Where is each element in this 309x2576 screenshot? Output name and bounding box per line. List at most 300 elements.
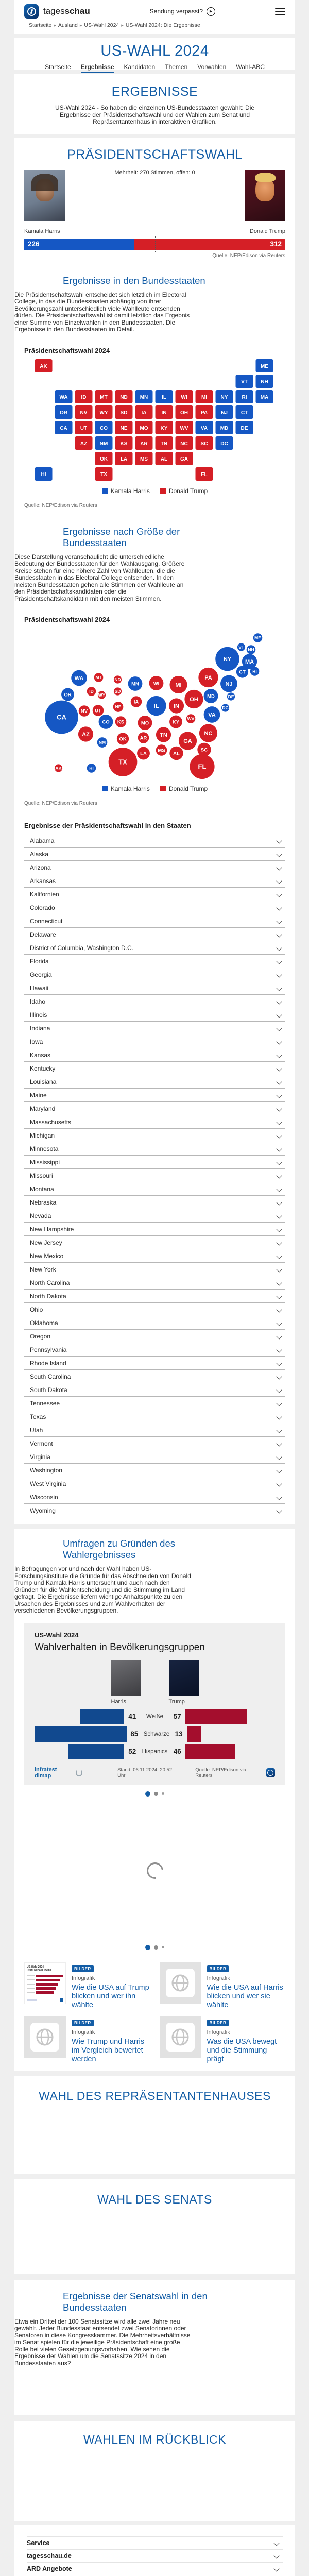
chevron-down-icon (276, 972, 282, 977)
state-row-NY[interactable] (24, 1263, 285, 1276)
svg-text:PA: PA (204, 675, 212, 681)
tab-themen[interactable]: Themen (165, 63, 187, 73)
state-bubble-IL[interactable] (146, 696, 166, 716)
svg-text:NV: NV (80, 410, 88, 416)
rueckblick-section (14, 2421, 295, 2521)
state-name: Kentucky (24, 1065, 55, 1072)
state-bubble-WA[interactable] (71, 670, 87, 686)
state-name: Texas (24, 1413, 46, 1420)
state-tile-NV[interactable] (75, 405, 93, 419)
state-bubble-LA[interactable] (137, 747, 150, 760)
svg-text:WY: WY (99, 410, 108, 416)
sendung-verpasst-link[interactable]: Sendung verpasst? ▶ (90, 7, 275, 16)
svg-text:NV: NV (81, 708, 88, 714)
state-row-AK[interactable] (24, 848, 285, 861)
state-tile-ID[interactable] (75, 390, 93, 403)
chevron-down-icon (273, 2540, 279, 2546)
breadcrumb (14, 20, 295, 32)
state-bubble-ND[interactable] (114, 675, 122, 683)
state-tile-UT[interactable] (75, 421, 93, 434)
breadcrumb-separator-icon: ▸ (121, 23, 124, 28)
state-row-WV[interactable] (24, 1477, 285, 1490)
chevron-down-icon (276, 851, 282, 857)
state-row-CA[interactable] (24, 888, 285, 901)
chevron-down-icon (276, 1400, 282, 1406)
svg-text:NM: NM (99, 740, 106, 745)
state-tile-LA[interactable] (115, 452, 133, 465)
trump-thumb-label: Trump (169, 1699, 199, 1705)
svg-text:AZ: AZ (80, 441, 87, 447)
state-tile-HI[interactable] (35, 467, 53, 481)
chevron-down-icon (276, 1079, 282, 1084)
tab-ergebnisse[interactable]: Ergebnisse (81, 63, 114, 73)
chevron-down-icon (276, 1507, 282, 1513)
state-bubble-DE[interactable] (227, 692, 235, 700)
state-name: Oregon (24, 1333, 50, 1340)
state-row-OR[interactable] (24, 1330, 285, 1343)
state-row-IN[interactable] (24, 1022, 285, 1035)
state-tile-WY[interactable] (95, 405, 113, 419)
state-row-AL[interactable] (24, 834, 285, 848)
chevron-down-icon (276, 931, 282, 937)
state-bubble-OK[interactable] (117, 733, 129, 744)
svg-text:PA: PA (201, 410, 208, 416)
senatswahl-text: Etwa ein Drittel der 100 Senatssitze wird alle zwei Jahre neu gewählt. Jeder Bundesstaat entsendet zwei Senatorinnen oder Senatoren in diese Kongresskammer. Die Mehrheitsverhältnisse im Senat spielen für die jeweilige Präsidentschaft eine große Rolle bei vielen Gesetzgebungsvorhaben. Wie sehen die Ergebnisse der Wahlen um die Senatssitze 2024 in den Bundesstaaten aus? (14, 2318, 192, 2367)
svg-text:DE: DE (228, 694, 234, 699)
state-tile-NM[interactable] (95, 436, 113, 450)
state-name: Pennsylvania (24, 1346, 66, 1353)
group-label: Weiße (140, 1714, 169, 1720)
svg-text:ME: ME (261, 364, 268, 369)
state-row-GA[interactable] (24, 968, 285, 981)
state-tile-NC[interactable] (176, 436, 193, 450)
dot[interactable] (154, 1792, 158, 1796)
state-name: Wisconsin (24, 1494, 58, 1501)
state-bubble-IN[interactable] (169, 698, 184, 713)
state-tile-OR[interactable] (55, 405, 73, 419)
chevron-down-icon (276, 865, 282, 870)
state-bubble-NC[interactable] (199, 724, 217, 742)
ergebnisse-intro-text: US-Wahl 2024 - So haben die einzelnen US-Bundesstaaten gewählt: Die Ergebnisse der Präsidentschaftswahl und der Wahlen zum Senat und Repräsentantenhaus in interaktiven Grafiken. (44, 105, 266, 126)
state-row-SD[interactable] (24, 1383, 285, 1397)
state-row-IA[interactable] (24, 1035, 285, 1048)
state-tile-ME[interactable] (256, 359, 273, 372)
state-row-KY[interactable] (24, 1062, 285, 1075)
state-tile-NJ[interactable] (216, 405, 233, 419)
state-bubble-NE[interactable] (113, 702, 124, 712)
state-bubble-RI[interactable] (250, 667, 260, 676)
page-title: US-WAHL 2024 (14, 43, 295, 60)
kamala-harris-photo (24, 170, 65, 221)
chart-source: Quelle: NEP/Edison via Reuters (195, 1767, 262, 1778)
state-row-MI[interactable] (24, 1129, 285, 1142)
state-row-PA[interactable] (24, 1343, 285, 1357)
state-bubble-DC[interactable] (221, 704, 229, 711)
chevron-down-icon (276, 878, 282, 884)
state-tile-TN[interactable] (156, 436, 173, 450)
footer-section-ardangebote[interactable] (27, 2563, 283, 2575)
chart-row-weiße (35, 1709, 275, 1724)
tab-wahl-abc[interactable]: Wahl-ABC (236, 63, 265, 73)
state-name: Kansas (24, 1052, 50, 1059)
state-bubble-HI[interactable] (87, 764, 96, 773)
source-note: Quelle: NEP/Edison via Reuters (14, 253, 285, 259)
state-name: Washington (24, 1467, 62, 1474)
state-row-VA[interactable] (24, 1450, 285, 1464)
senatswahl-heading: Ergebnisse der Senatswahl in den Bundesstaaten (63, 2291, 241, 2313)
state-name: North Dakota (24, 1293, 66, 1300)
state-tile-SD[interactable] (115, 405, 133, 419)
state-name: Massachusetts (24, 1118, 71, 1126)
svg-text:VT: VT (238, 645, 245, 650)
breadcrumb-item[interactable]: US-Wahl 2024: Die Ergebnisse (126, 22, 200, 28)
svg-text:TN: TN (161, 441, 167, 447)
state-tile-AZ[interactable] (75, 436, 93, 450)
state-name: Michigan (24, 1132, 55, 1139)
state-row-NM[interactable] (24, 1249, 285, 1263)
state-row-MS[interactable] (24, 1156, 285, 1169)
state-tile-TX[interactable] (95, 467, 113, 481)
state-name: Florida (24, 958, 49, 965)
svg-text:OK: OK (119, 736, 126, 742)
state-name: Nevada (24, 1212, 51, 1219)
state-tile-AK[interactable] (35, 359, 53, 372)
state-bubble-MI[interactable] (169, 676, 187, 693)
teaser-card[interactable] (160, 2016, 286, 2064)
svg-text:ND: ND (114, 677, 121, 682)
state-tile-AR[interactable] (135, 436, 153, 450)
state-tile-NY[interactable] (216, 390, 233, 403)
state-row-ME[interactable] (24, 1089, 285, 1102)
state-row-TN[interactable] (24, 1397, 285, 1410)
state-name: Alabama (24, 837, 54, 844)
harris-thumb-photo (111, 1660, 141, 1696)
svg-text:ID: ID (89, 689, 94, 694)
bilder-badge: BILDER (207, 2020, 229, 2026)
state-name: North Carolina (24, 1279, 70, 1286)
teaser-kicker: Infografik (72, 2029, 150, 2036)
state-tile-IA[interactable] (135, 405, 153, 419)
breadcrumb-item[interactable]: US-Wahl 2024 (84, 22, 119, 28)
state-tile-MI[interactable] (196, 390, 213, 403)
state-row-DC[interactable] (24, 941, 285, 955)
state-bubble-MS[interactable] (156, 744, 167, 756)
ard-globe-icon (166, 1969, 195, 1997)
state-bubble-AZ[interactable] (78, 726, 93, 741)
state-row-AZ[interactable] (24, 861, 285, 874)
state-tile-VT[interactable] (236, 375, 253, 388)
state-tile-CO[interactable] (95, 421, 113, 434)
footer-section-label: ARD Angebote (27, 2565, 72, 2572)
state-bubble-SD[interactable] (114, 687, 122, 695)
footer-section-tagesschaude[interactable] (27, 2550, 283, 2563)
state-row-OK[interactable] (24, 1316, 285, 1330)
chevron-down-icon (276, 1025, 282, 1031)
footer-section-label: Service (27, 2539, 49, 2547)
state-tile-AL[interactable] (156, 452, 173, 465)
state-row-IL[interactable] (24, 1008, 285, 1022)
state-bubble-VT[interactable] (237, 643, 245, 651)
svg-text:NJ: NJ (221, 410, 228, 416)
teaser-title[interactable]: Was die USA bewegt und die Stimmung prägt (207, 2038, 286, 2064)
state-tile-VA[interactable] (196, 421, 213, 434)
chevron-down-icon (276, 1387, 282, 1393)
teaser-card[interactable] (24, 2016, 150, 2064)
state-row-CO[interactable] (24, 901, 285, 914)
state-bubble-MT[interactable] (94, 673, 104, 682)
state-row-MO[interactable] (24, 1169, 285, 1182)
state-row-NE[interactable] (24, 1196, 285, 1209)
state-tile-SC[interactable] (196, 436, 213, 450)
chart-brand: US-Wahl 2024 (35, 1631, 275, 1639)
state-bubble-TN[interactable] (156, 727, 171, 742)
svg-text:WA: WA (59, 395, 67, 400)
state-row-OH[interactable] (24, 1303, 285, 1316)
state-bubble-UT[interactable] (93, 705, 104, 716)
state-bubble-AR[interactable] (138, 732, 149, 743)
group-label: Schwarze (142, 1731, 170, 1737)
senat-section (14, 2179, 295, 2274)
svg-text:MS: MS (158, 748, 165, 753)
chevron-down-icon (276, 1173, 282, 1178)
state-name: Nebraska (24, 1199, 56, 1206)
tagesschau-wordmark[interactable]: tagesschau (43, 6, 90, 16)
state-bubble-ID[interactable] (87, 687, 96, 696)
chevron-down-icon (276, 985, 282, 991)
state-row-WA[interactable] (24, 1464, 285, 1477)
teaser-thumbnail-placeholder (24, 2016, 66, 2058)
harris-name: Kamala Harris (24, 228, 60, 234)
state-tile-MD[interactable] (216, 421, 233, 434)
ard-globe-icon (30, 2023, 59, 2052)
dot-active[interactable] (145, 1791, 150, 1797)
state-name: South Dakota (24, 1386, 67, 1394)
state-bubble-CO[interactable] (99, 715, 113, 729)
hamburger-menu-icon[interactable] (275, 8, 285, 15)
state-row-RI[interactable] (24, 1357, 285, 1370)
svg-text:UT: UT (95, 708, 101, 714)
state-name: Illinois (24, 1011, 47, 1019)
tab-kandidaten[interactable]: Kandidaten (124, 63, 156, 73)
state-tile-MO[interactable] (135, 421, 153, 434)
state-row-VT[interactable] (24, 1437, 285, 1450)
svg-text:AL: AL (161, 456, 167, 462)
state-name: Minnesota (24, 1145, 58, 1153)
state-bubble-AL[interactable] (169, 747, 183, 760)
state-bubble-OR[interactable] (61, 688, 74, 701)
svg-text:FL: FL (201, 472, 207, 478)
harris-thumb-label: Harris (111, 1699, 141, 1705)
tagesschau-logo-icon[interactable] (24, 4, 39, 19)
svg-text:OR: OR (64, 692, 71, 698)
svg-text:CA: CA (60, 426, 67, 431)
state-tile-MS[interactable] (135, 452, 153, 465)
state-row-MT[interactable] (24, 1182, 285, 1196)
state-name: New Mexico (24, 1252, 63, 1260)
trump-bar (185, 1709, 247, 1724)
state-bubble-CT[interactable] (236, 666, 248, 677)
state-row-TX[interactable] (24, 1410, 285, 1423)
state-row-AR[interactable] (24, 874, 285, 888)
breadcrumb-item[interactable]: Startseite (29, 22, 52, 28)
state-bubble-IA[interactable] (131, 696, 142, 707)
state-bubble-WI[interactable] (149, 676, 164, 690)
footer-section-service[interactable] (27, 2537, 283, 2550)
state-tile-OH[interactable] (176, 405, 193, 419)
state-bubble-CA[interactable] (45, 701, 78, 734)
svg-text:ME: ME (254, 635, 261, 640)
tab-startseite[interactable]: Startseite (45, 63, 71, 73)
state-row-UT[interactable] (24, 1423, 285, 1437)
state-tile-OK[interactable] (95, 452, 113, 465)
state-tile-GA[interactable] (176, 452, 193, 465)
state-row-ID[interactable] (24, 995, 285, 1008)
state-bubble-ME[interactable] (253, 633, 263, 642)
state-bubble-NY[interactable] (215, 647, 239, 671)
harris-bar (80, 1709, 124, 1724)
chevron-down-icon (276, 1333, 282, 1339)
state-row-FL[interactable] (24, 955, 285, 968)
svg-text:VA: VA (201, 426, 208, 431)
carousel-dots[interactable] (14, 1791, 295, 1797)
chevron-down-icon (276, 1427, 282, 1433)
svg-text:WA: WA (75, 675, 84, 682)
state-tile-MT[interactable] (95, 390, 113, 403)
state-row-KS[interactable] (24, 1048, 285, 1062)
state-row-ND[interactable] (24, 1290, 285, 1303)
state-row-HI[interactable] (24, 981, 285, 995)
svg-text:LA: LA (121, 456, 127, 462)
dot[interactable] (162, 1946, 164, 1948)
state-name: West Virginia (24, 1480, 66, 1487)
state-bubble-WY[interactable] (98, 691, 106, 699)
chevron-down-icon (276, 1253, 282, 1259)
state-bubble-KY[interactable] (169, 716, 182, 728)
state-bubble-WV[interactable] (186, 714, 196, 723)
state-row-WI[interactable] (24, 1490, 285, 1504)
state-tile-CT[interactable] (236, 405, 253, 419)
chevron-down-icon (276, 1146, 282, 1151)
state-tile-IL[interactable] (156, 390, 173, 403)
state-row-MA[interactable] (24, 1115, 285, 1129)
state-tile-MN[interactable] (135, 390, 153, 403)
state-row-LA[interactable] (24, 1075, 285, 1089)
teaser-title[interactable]: Wie Trump und Harris im Vergleich bewertet werden (72, 2038, 150, 2064)
svg-text:RI: RI (252, 669, 257, 674)
state-tile-DC[interactable] (216, 436, 233, 450)
state-tile-WV[interactable] (176, 421, 193, 434)
state-row-CT[interactable] (24, 914, 285, 928)
footer-section-rundfunkanstalten[interactable] (27, 2575, 283, 2576)
svg-text:NM: NM (100, 441, 108, 447)
svg-text:AZ: AZ (82, 732, 90, 738)
dot-active[interactable] (145, 1945, 150, 1950)
state-tile-NH[interactable] (256, 375, 273, 388)
dot[interactable] (154, 1945, 158, 1950)
state-row-NJ[interactable] (24, 1236, 285, 1249)
svg-text:TX: TX (100, 472, 107, 478)
carousel-dots[interactable] (14, 1945, 295, 1950)
state-bubble-GA[interactable] (179, 732, 197, 750)
us-states-map[interactable] (24, 358, 285, 483)
state-row-SC[interactable] (24, 1370, 285, 1383)
svg-text:SD: SD (121, 410, 128, 416)
state-bubble-KS[interactable] (115, 716, 127, 727)
map-chart-title: Präsidentschaftswahl 2024 (24, 347, 295, 354)
hero-section (14, 38, 295, 70)
state-row-NV[interactable] (24, 1209, 285, 1223)
state-row-NH[interactable] (24, 1223, 285, 1236)
breadcrumb-item[interactable]: Ausland (58, 22, 78, 28)
state-bubble-OH[interactable] (184, 690, 203, 708)
svg-text:IN: IN (174, 703, 179, 709)
teaser-card[interactable] (160, 1962, 286, 2010)
state-row-MN[interactable] (24, 1142, 285, 1156)
svg-text:MO: MO (140, 426, 148, 431)
state-row-WY[interactable] (24, 1504, 285, 1517)
state-row-NC[interactable] (24, 1276, 285, 1290)
state-tile-ND[interactable] (115, 390, 133, 403)
trump-legend-swatch (160, 488, 166, 494)
state-bubble-PA[interactable] (198, 668, 218, 687)
state-bubble-MO[interactable] (138, 716, 152, 730)
teaser-title[interactable]: Wie die USA auf Trump blicken und wer ihn wählte (72, 1984, 150, 2010)
svg-text:UT: UT (80, 426, 87, 431)
state-bubble-MN[interactable] (128, 676, 143, 691)
teaser-card[interactable] (24, 1962, 150, 2010)
teaser-title[interactable]: Wie die USA auf Harris blicken und wer sie wählte (207, 1984, 286, 2010)
state-bubble-TX[interactable] (109, 748, 138, 776)
state-bubble-NM[interactable] (97, 737, 108, 748)
svg-text:SC: SC (201, 747, 208, 753)
state-tile-NE[interactable] (115, 421, 133, 434)
praesidentschaftswahl-section (14, 138, 295, 1525)
state-tile-KS[interactable] (115, 436, 133, 450)
state-bubble-NV[interactable] (79, 705, 90, 717)
state-bubble-SC[interactable] (197, 743, 211, 756)
state-bubble-AK[interactable] (55, 764, 62, 772)
state-name: Colorado (24, 904, 55, 911)
state-tile-DE[interactable] (236, 421, 253, 434)
state-bubble-NH[interactable] (247, 645, 256, 654)
state-name: Hawaii (24, 985, 48, 992)
state-bubble-VA[interactable] (204, 706, 220, 723)
state-bubble-FL[interactable] (190, 754, 214, 779)
svg-text:NY: NY (221, 395, 228, 400)
state-bubble-MD[interactable] (204, 689, 218, 703)
dot[interactable] (162, 1792, 164, 1795)
state-tile-PA[interactable] (196, 405, 213, 419)
state-bubble-NJ[interactable] (220, 675, 237, 692)
state-tile-KY[interactable] (156, 421, 173, 434)
state-row-MD[interactable] (24, 1102, 285, 1115)
state-tile-CA[interactable] (55, 421, 73, 434)
trump-name: Donald Trump (250, 228, 285, 234)
state-row-DE[interactable] (24, 928, 285, 941)
state-tile-RI[interactable] (236, 390, 253, 403)
us-states-bubble-map[interactable] (24, 625, 285, 781)
state-tile-FL[interactable] (196, 467, 213, 481)
tab-vorwahlen[interactable]: Vorwahlen (197, 63, 226, 73)
page-footer (14, 2525, 295, 2576)
state-tile-MA[interactable] (256, 390, 273, 403)
state-tile-IN[interactable] (156, 405, 173, 419)
state-tile-WI[interactable] (176, 390, 193, 403)
state-tile-WA[interactable] (55, 390, 73, 403)
svg-text:MA: MA (261, 395, 269, 400)
trump-value: 57 (169, 1713, 185, 1720)
state-name: Connecticut (24, 918, 62, 925)
